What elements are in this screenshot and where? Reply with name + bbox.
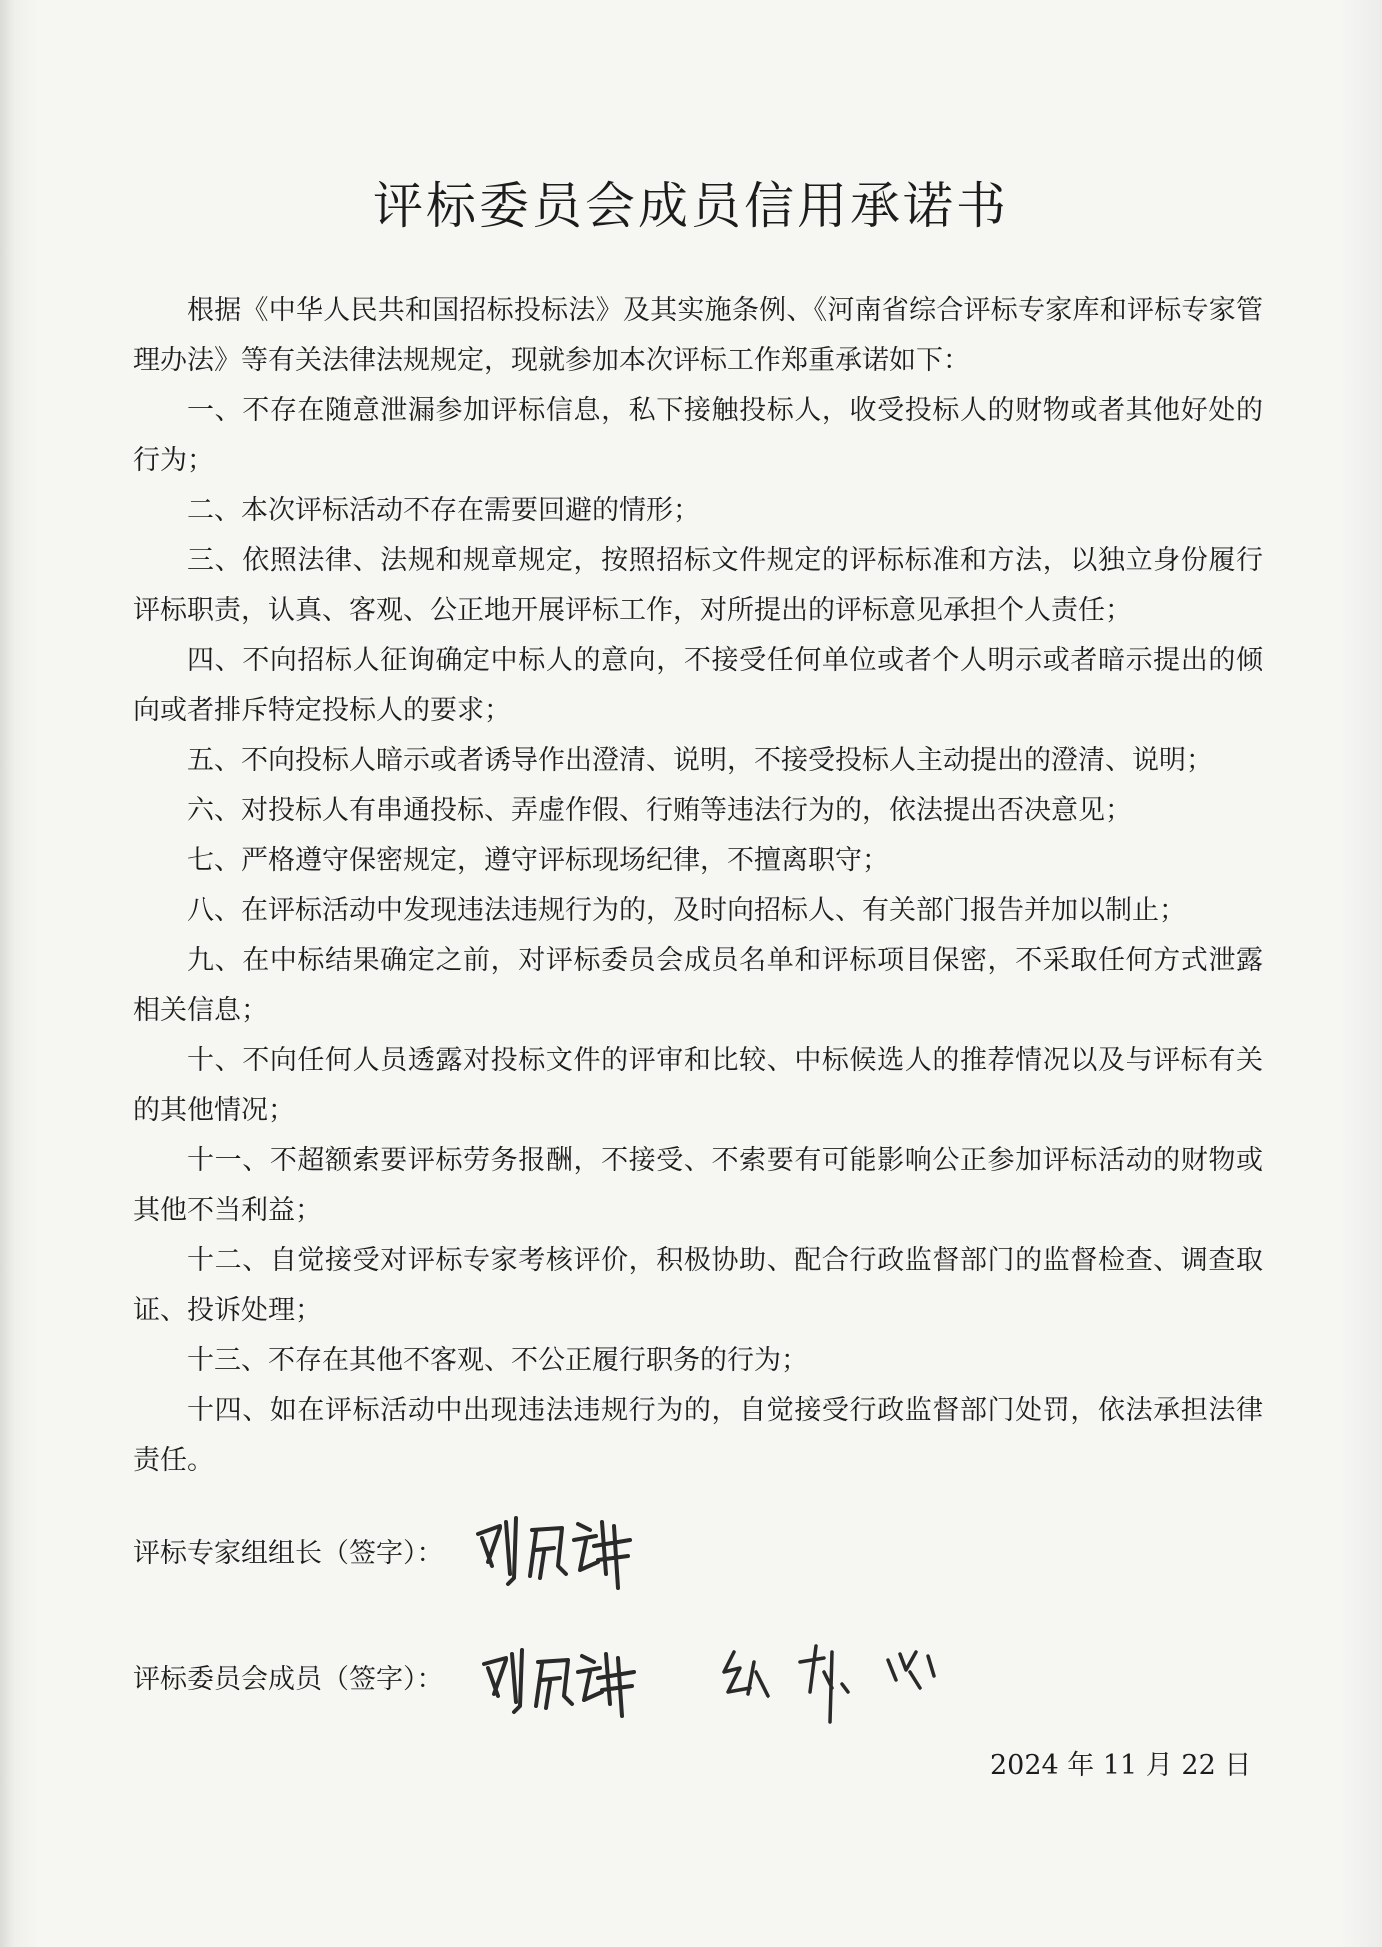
member-signature-2: [720, 1632, 960, 1732]
document-date: 2024 年 11 月 22 日: [990, 1750, 1252, 1781]
commitment-item-2: 二、本次评标活动不存在需要回避的情形；: [187, 495, 700, 526]
commitment-item-7: 七、严格遵守保密规定，遵守评标现场纪律，不擅离职守；: [187, 845, 889, 876]
members-signature-label: 评标委员会成员（签字）：: [133, 1664, 444, 1695]
commitment-item-6: 六、对投标人有串通投标、弄虚作假、行贿等违法行为的，依法提出否决意见；: [187, 795, 1132, 826]
commitment-item-10: 十、不向任何人员透露对投标文件的评审和比较、中标候选人的推荐情况以及与评标有关的其他情况；: [133, 1045, 1263, 1126]
document-title: 评标委员会成员信用承诺书: [373, 177, 1009, 235]
commitment-item-4: 四、不向招标人征询确定中标人的意向，不接受任何单位或者个人明示或者暗示提出的倾向或者排斥特定投标人的要求；: [133, 645, 1263, 726]
commitment-item-3: 三、依照法律、法规和规章规定，按照招标文件规定的评标标准和方法，以独立身份履行评标职责，认真、客观、公正地开展评标工作，对所提出的评标意见承担个人责任；: [133, 545, 1263, 626]
commitment-item-13: 十三、不存在其他不客观、不公正履行职务的行为；: [187, 1345, 808, 1376]
commitment-item-1: 一、不存在随意泄漏参加评标信息，私下接触投标人，收受投标人的财物或者其他好处的行为；: [133, 395, 1263, 476]
commitment-item-5: 五、不向投标人暗示或者诱导作出澄清、说明，不接受投标人主动提出的澄清、说明；: [187, 745, 1213, 776]
intro-paragraph: 根据《中华人民共和国招标投标法》及其实施条例、《河南省综合评标专家库和评标专家管理办法》等有关法律法规规定，现就参加本次评标工作郑重承诺如下：: [133, 295, 1263, 376]
leader-handwritten-signature: [470, 1504, 640, 1594]
commitment-item-14: 十四、如在评标活动中出现违法违规行为的，自觉接受行政监督部门处罚，依法承担法律责任。: [133, 1395, 1263, 1476]
commitment-item-9: 九、在中标结果确定之前，对评标委员会成员名单和评标项目保密，不采取任何方式泄露相关信息；: [133, 945, 1263, 1026]
commitment-item-11: 十一、不超额索要评标劳务报酬，不接受、不索要有可能影响公正参加评标活动的财物或其他不当利益；: [133, 1145, 1263, 1226]
commitment-item-8: 八、在评标活动中发现违法违规行为的，及时向招标人、有关部门报告并加以制止；: [187, 895, 1186, 926]
commitment-item-12: 十二、自觉接受对评标专家考核评价，积极协助、配合行政监督部门的监督检查、调查取证、投诉处理；: [133, 1245, 1263, 1326]
member-signature-1: [478, 1640, 648, 1720]
leader-signature-label: 评标专家组组长（签字）：: [133, 1538, 444, 1569]
